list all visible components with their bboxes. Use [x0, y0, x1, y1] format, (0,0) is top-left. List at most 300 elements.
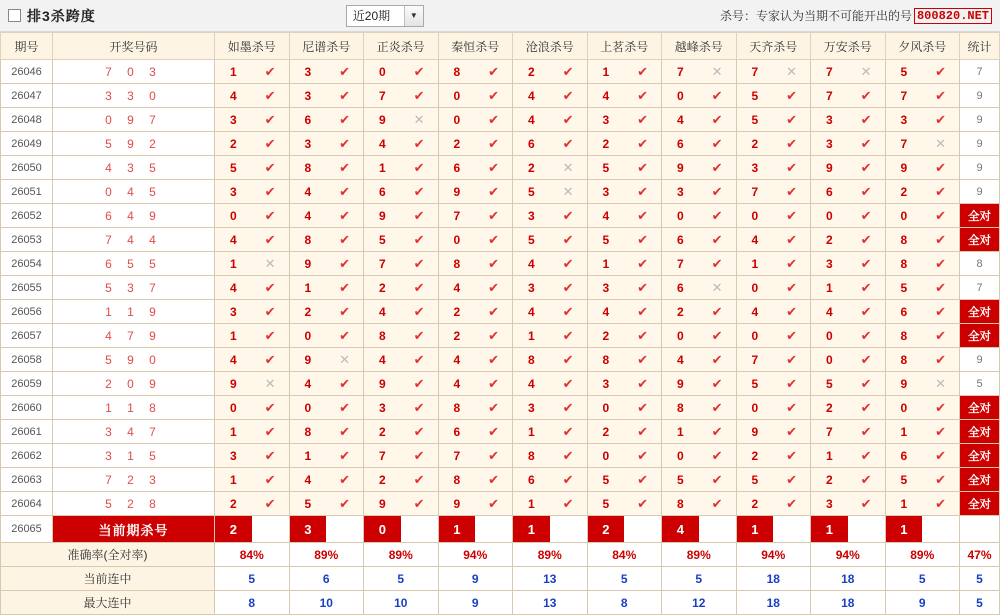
cell-kill-number: 4: [736, 228, 773, 252]
table-row: [1, 348, 1000, 372]
check-icon: ✔: [711, 255, 723, 271]
cross-icon: ✕: [264, 375, 276, 391]
cell-kill-number: 6: [289, 108, 326, 132]
cell-kill-number: 9: [364, 204, 401, 228]
footer-value: 89%: [513, 543, 588, 567]
cell-result-tick: [699, 420, 736, 444]
cell-open-number: 6 4 9: [53, 204, 215, 228]
table-row: [1, 444, 1000, 468]
check-icon: ✔: [413, 423, 425, 439]
cell-result-tick: [252, 132, 289, 156]
cell-period: 26062: [1, 444, 53, 468]
check-icon: ✔: [562, 399, 574, 415]
cell-result-tick: [326, 444, 363, 468]
check-icon: ✔: [413, 447, 425, 463]
check-icon: ✔: [488, 423, 500, 439]
cell-kill-number: 9: [885, 372, 922, 396]
cell-kill-number: 4: [215, 228, 252, 252]
cell-kill-number: 6: [513, 132, 550, 156]
table-row: [1, 300, 1000, 324]
cell-kill-number: 9: [289, 252, 326, 276]
cell-result-tick: [699, 228, 736, 252]
cell-result-tick: [475, 252, 512, 276]
cell-kill-number: 2: [885, 180, 922, 204]
check-icon: ✔: [860, 471, 872, 487]
cell-kill-number: 0: [438, 108, 475, 132]
check-icon: ✔: [786, 279, 798, 295]
cell-result-tick: [699, 396, 736, 420]
cell-kill-number: 0: [736, 276, 773, 300]
check-icon: ✔: [488, 135, 500, 151]
table-row: [1, 132, 1000, 156]
cell-result-tick: [624, 372, 661, 396]
cell-kill-number: 8: [438, 468, 475, 492]
check-icon: ✔: [786, 495, 798, 511]
cell-result-cross: [550, 180, 587, 204]
footer-value: 10: [364, 591, 439, 615]
footer-value: 12: [662, 591, 737, 615]
footer-value: 94%: [438, 543, 513, 567]
check-icon: ✔: [413, 375, 425, 391]
check-icon: ✔: [562, 87, 574, 103]
footer-value: 94%: [736, 543, 811, 567]
cell-result-tick: [550, 492, 587, 516]
cell-result-tick: [699, 372, 736, 396]
cell-result-tick: [624, 492, 661, 516]
cell-result-tick: [475, 180, 512, 204]
cell-kill-number: 0: [811, 324, 848, 348]
cell-result-tick: [326, 396, 363, 420]
cell-result-tick: [550, 348, 587, 372]
cell-result-tick: [401, 300, 438, 324]
cell-open-number: 5 9 0: [53, 348, 215, 372]
cell-result-tick: [773, 84, 810, 108]
cell-result-tick: [326, 468, 363, 492]
cell-kill-number: 1: [811, 276, 848, 300]
cell-period: 26063: [1, 468, 53, 492]
footer-value: 84%: [215, 543, 290, 567]
check-icon: ✔: [860, 207, 872, 223]
cell-result-tick: [624, 300, 661, 324]
cell-kill-number: 5: [662, 468, 699, 492]
check-icon: ✔: [786, 87, 798, 103]
cell-result-tick: [848, 324, 885, 348]
cell-kill-number: 0: [215, 396, 252, 420]
cell-result-tick: [773, 492, 810, 516]
current-period-label: 当前期杀号: [53, 516, 215, 543]
cell-open-number: 5 3 7: [53, 276, 215, 300]
table-row: [1, 396, 1000, 420]
cell-result-tick: [252, 156, 289, 180]
check-icon: ✔: [637, 447, 649, 463]
chevron-down-icon[interactable]: ▼: [404, 6, 423, 26]
cell-result-tick: [773, 252, 810, 276]
check-icon: ✔: [339, 207, 351, 223]
cell-result-tick: [848, 132, 885, 156]
cell-result-tick: [401, 324, 438, 348]
check-icon: ✔: [786, 399, 798, 415]
period-select[interactable]: [346, 5, 424, 27]
cell-result-tick: [922, 444, 959, 468]
cell-result-tick: [550, 372, 587, 396]
cell-result-tick: [848, 444, 885, 468]
check-icon: ✔: [860, 231, 872, 247]
check-icon: ✔: [488, 231, 500, 247]
cell-kill-number: 8: [662, 396, 699, 420]
cell-kill-number: 4: [811, 300, 848, 324]
cell-stat: 全对: [960, 420, 1000, 444]
cell-kill-number: 2: [587, 420, 624, 444]
check-icon: ✔: [562, 207, 574, 223]
cell-kill-number: 5: [587, 228, 624, 252]
cell-stat: 7: [960, 60, 1000, 84]
cell-kill-number: 6: [438, 156, 475, 180]
cross-icon: ✕: [935, 375, 947, 391]
table-row: [1, 468, 1000, 492]
th-expert-7: 天齐杀号: [736, 33, 811, 60]
cell-kill-number: 4: [215, 276, 252, 300]
current-period-row: [1, 516, 1000, 543]
cell-kill-number: 4: [513, 84, 550, 108]
cell-result-tick: [624, 108, 661, 132]
cell-stat: 5: [960, 372, 1000, 396]
check-icon: ✔: [935, 447, 947, 463]
footer-value: 5: [215, 567, 290, 591]
cell-kill-number: 9: [215, 372, 252, 396]
check-icon: ✔: [264, 471, 276, 487]
cell-current-blank: [922, 516, 959, 543]
cell-result-tick: [699, 252, 736, 276]
cell-period: 26065: [1, 516, 53, 543]
cell-kill-number: 6: [885, 300, 922, 324]
cell-kill-number: 0: [885, 396, 922, 420]
kill-number-table: [0, 32, 1000, 615]
cell-kill-number: 2: [215, 492, 252, 516]
cell-result-tick: [475, 60, 512, 84]
check-icon: ✔: [562, 279, 574, 295]
cell-kill-number: 3: [811, 492, 848, 516]
check-icon: ✔: [562, 255, 574, 271]
cell-kill-number: 0: [811, 204, 848, 228]
cell-result-tick: [699, 324, 736, 348]
footer-value: 5: [364, 567, 439, 591]
cell-kill-number: 4: [587, 84, 624, 108]
check-icon: ✔: [339, 111, 351, 127]
check-icon: ✔: [935, 303, 947, 319]
cell-kill-number: 4: [364, 132, 401, 156]
footer-value: 18: [736, 567, 811, 591]
cell-result-tick: [326, 132, 363, 156]
check-icon: ✔: [264, 159, 276, 175]
cross-icon: ✕: [339, 351, 351, 367]
cell-result-tick: [848, 84, 885, 108]
cell-result-tick: [773, 348, 810, 372]
cell-kill-number: 1: [215, 324, 252, 348]
cell-result-tick: [401, 252, 438, 276]
footer-label: 准确率(全对率): [1, 543, 215, 567]
check-icon: ✔: [264, 87, 276, 103]
footer-value: 9: [885, 591, 960, 615]
cell-open-number: 6 5 5: [53, 252, 215, 276]
cell-kill-number: 0: [364, 60, 401, 84]
cell-kill-number: 6: [662, 276, 699, 300]
cell-result-tick: [550, 300, 587, 324]
check-icon: ✔: [413, 159, 425, 175]
cell-kill-number: 0: [438, 84, 475, 108]
cell-kill-number: 0: [662, 204, 699, 228]
cell-kill-number: 7: [736, 348, 773, 372]
check-icon: ✔: [488, 255, 500, 271]
cell-result-tick: [326, 372, 363, 396]
cell-kill-number: 2: [513, 60, 550, 84]
cell-result-tick: [699, 468, 736, 492]
cell-period: 26050: [1, 156, 53, 180]
check-icon: ✔: [413, 207, 425, 223]
cell-result-tick: [624, 60, 661, 84]
cell-kill-number: 4: [215, 348, 252, 372]
cell-kill-number: 7: [438, 204, 475, 228]
table-row: [1, 420, 1000, 444]
cell-result-tick: [922, 252, 959, 276]
cell-result-tick: [252, 492, 289, 516]
cell-stat: 全对: [960, 444, 1000, 468]
cell-kill-number: 2: [811, 396, 848, 420]
check-icon: ✔: [264, 495, 276, 511]
check-icon: ✔: [562, 447, 574, 463]
cell-kill-number: 8: [885, 348, 922, 372]
cell-kill-number: 3: [513, 276, 550, 300]
check-icon: ✔: [339, 375, 351, 391]
cell-result-tick: [550, 276, 587, 300]
cell-result-tick: [773, 204, 810, 228]
cell-result-tick: [773, 180, 810, 204]
footer-value: 9: [438, 591, 513, 615]
cell-result-tick: [624, 204, 661, 228]
cell-period: 26048: [1, 108, 53, 132]
cell-kill-number: 5: [587, 492, 624, 516]
cell-result-cross: [550, 156, 587, 180]
cell-kill-number: 8: [364, 324, 401, 348]
cell-result-tick: [326, 204, 363, 228]
check-icon: ✔: [786, 447, 798, 463]
cell-kill-number: 5: [513, 228, 550, 252]
cell-result-tick: [848, 156, 885, 180]
check-icon: ✔: [637, 399, 649, 415]
check-icon: ✔: [935, 159, 947, 175]
cell-result-tick: [326, 300, 363, 324]
check-icon: ✔: [711, 207, 723, 223]
cell-kill-number: 3: [215, 300, 252, 324]
cell-kill-number: 0: [736, 204, 773, 228]
cell-kill-number: 4: [513, 108, 550, 132]
cell-kill-number: 4: [289, 204, 326, 228]
check-icon: ✔: [488, 183, 500, 199]
check-icon: ✔: [860, 327, 872, 343]
check-icon: ✔: [413, 135, 425, 151]
cell-kill-number: 5: [736, 108, 773, 132]
check-icon: ✔: [264, 183, 276, 199]
cell-kill-number: 3: [587, 372, 624, 396]
check-icon: ✔: [786, 135, 798, 151]
check-icon: ✔: [562, 135, 574, 151]
check-icon: ✔: [935, 327, 947, 343]
cell-result-tick: [401, 492, 438, 516]
cell-result-tick: [550, 84, 587, 108]
cell-result-cross: [699, 60, 736, 84]
check-icon: ✔: [786, 231, 798, 247]
cell-kill-number: 0: [811, 348, 848, 372]
cell-current-kill-number: 1: [438, 516, 475, 543]
cell-kill-number: 6: [364, 180, 401, 204]
cell-kill-number: 3: [587, 180, 624, 204]
check-icon: ✔: [562, 423, 574, 439]
brand-watermark: 800820.NET: [914, 8, 992, 24]
cell-kill-number: 0: [289, 324, 326, 348]
check-icon: ✔: [637, 111, 649, 127]
cell-result-tick: [550, 444, 587, 468]
cell-current-kill-number: 4: [662, 516, 699, 543]
check-icon: ✔: [339, 231, 351, 247]
check-icon: ✔: [935, 255, 947, 271]
cell-result-tick: [922, 396, 959, 420]
check-icon: ✔: [711, 351, 723, 367]
cell-kill-number: 5: [885, 468, 922, 492]
enable-checkbox[interactable]: [8, 9, 21, 22]
check-icon: ✔: [264, 231, 276, 247]
cell-kill-number: 4: [289, 468, 326, 492]
cell-result-tick: [475, 444, 512, 468]
cell-kill-number: 3: [215, 108, 252, 132]
check-icon: ✔: [413, 351, 425, 367]
cell-kill-number: 7: [662, 252, 699, 276]
check-icon: ✔: [860, 303, 872, 319]
cell-kill-number: 2: [364, 276, 401, 300]
cross-icon: ✕: [413, 111, 425, 127]
cell-open-number: 7 0 3: [53, 60, 215, 84]
cell-open-number: 5 2 8: [53, 492, 215, 516]
cell-kill-number: 6: [662, 228, 699, 252]
cell-result-tick: [401, 444, 438, 468]
cell-kill-number: 8: [587, 348, 624, 372]
cell-result-tick: [475, 276, 512, 300]
table-row: [1, 324, 1000, 348]
cell-result-tick: [848, 180, 885, 204]
check-icon: ✔: [637, 135, 649, 151]
cell-kill-number: 1: [662, 420, 699, 444]
check-icon: ✔: [488, 87, 500, 103]
check-icon: ✔: [860, 87, 872, 103]
check-icon: ✔: [264, 111, 276, 127]
cell-open-number: 5 9 2: [53, 132, 215, 156]
check-icon: ✔: [637, 303, 649, 319]
cell-kill-number: 9: [364, 372, 401, 396]
check-icon: ✔: [562, 471, 574, 487]
cell-kill-number: 1: [587, 252, 624, 276]
check-icon: ✔: [637, 183, 649, 199]
check-icon: ✔: [860, 399, 872, 415]
cell-kill-number: 9: [662, 372, 699, 396]
cell-kill-number: 3: [587, 276, 624, 300]
cell-result-tick: [848, 372, 885, 396]
cell-current-kill-number: 1: [513, 516, 550, 543]
cell-result-tick: [252, 276, 289, 300]
cell-result-tick: [773, 300, 810, 324]
cell-result-tick: [773, 396, 810, 420]
cell-result-tick: [773, 324, 810, 348]
cell-kill-number: 4: [513, 372, 550, 396]
cell-result-tick: [922, 348, 959, 372]
check-icon: ✔: [413, 63, 425, 79]
cross-icon: ✕: [860, 63, 872, 79]
cell-stat: 7: [960, 276, 1000, 300]
check-icon: ✔: [488, 63, 500, 79]
cell-kill-number: 6: [513, 468, 550, 492]
check-icon: ✔: [339, 87, 351, 103]
check-icon: ✔: [264, 423, 276, 439]
check-icon: ✔: [935, 423, 947, 439]
cell-result-tick: [401, 204, 438, 228]
check-icon: ✔: [264, 327, 276, 343]
cell-result-tick: [550, 228, 587, 252]
check-icon: ✔: [637, 87, 649, 103]
cell-kill-number: 4: [364, 300, 401, 324]
cell-result-tick: [326, 60, 363, 84]
cell-result-tick: [326, 252, 363, 276]
cell-period: 26053: [1, 228, 53, 252]
cell-result-tick: [848, 108, 885, 132]
cell-stat: 全对: [960, 228, 1000, 252]
cell-kill-number: 6: [811, 180, 848, 204]
cell-kill-number: 3: [513, 204, 550, 228]
cell-period: 26049: [1, 132, 53, 156]
check-icon: ✔: [264, 63, 276, 79]
cell-kill-number: 4: [364, 348, 401, 372]
cell-result-tick: [252, 204, 289, 228]
cell-kill-number: 5: [736, 468, 773, 492]
cell-result-tick: [475, 396, 512, 420]
th-expert-9: 夕风杀号: [885, 33, 960, 60]
cell-result-tick: [773, 156, 810, 180]
cell-kill-number: 8: [289, 420, 326, 444]
check-icon: ✔: [339, 135, 351, 151]
cell-period: 26051: [1, 180, 53, 204]
cell-result-tick: [475, 300, 512, 324]
cell-result-tick: [773, 444, 810, 468]
cell-kill-number: 2: [736, 132, 773, 156]
cell-kill-number: 2: [811, 468, 848, 492]
cell-result-tick: [252, 300, 289, 324]
cell-kill-number: 4: [736, 300, 773, 324]
cell-kill-number: 1: [289, 276, 326, 300]
check-icon: ✔: [786, 207, 798, 223]
cell-result-tick: [773, 276, 810, 300]
check-icon: ✔: [786, 159, 798, 175]
cell-result-tick: [624, 324, 661, 348]
check-icon: ✔: [264, 279, 276, 295]
cell-stat: 9: [960, 132, 1000, 156]
cell-open-number: 0 4 5: [53, 180, 215, 204]
cell-result-tick: [550, 468, 587, 492]
cell-kill-number: 1: [215, 420, 252, 444]
footer-row: [1, 543, 1000, 567]
cell-result-tick: [475, 84, 512, 108]
cell-kill-number: 7: [811, 420, 848, 444]
cell-kill-number: 8: [513, 348, 550, 372]
cell-kill-number: 7: [885, 84, 922, 108]
cell-kill-number: 8: [662, 492, 699, 516]
th-period: 期号: [1, 33, 53, 60]
cell-kill-number: 1: [736, 252, 773, 276]
